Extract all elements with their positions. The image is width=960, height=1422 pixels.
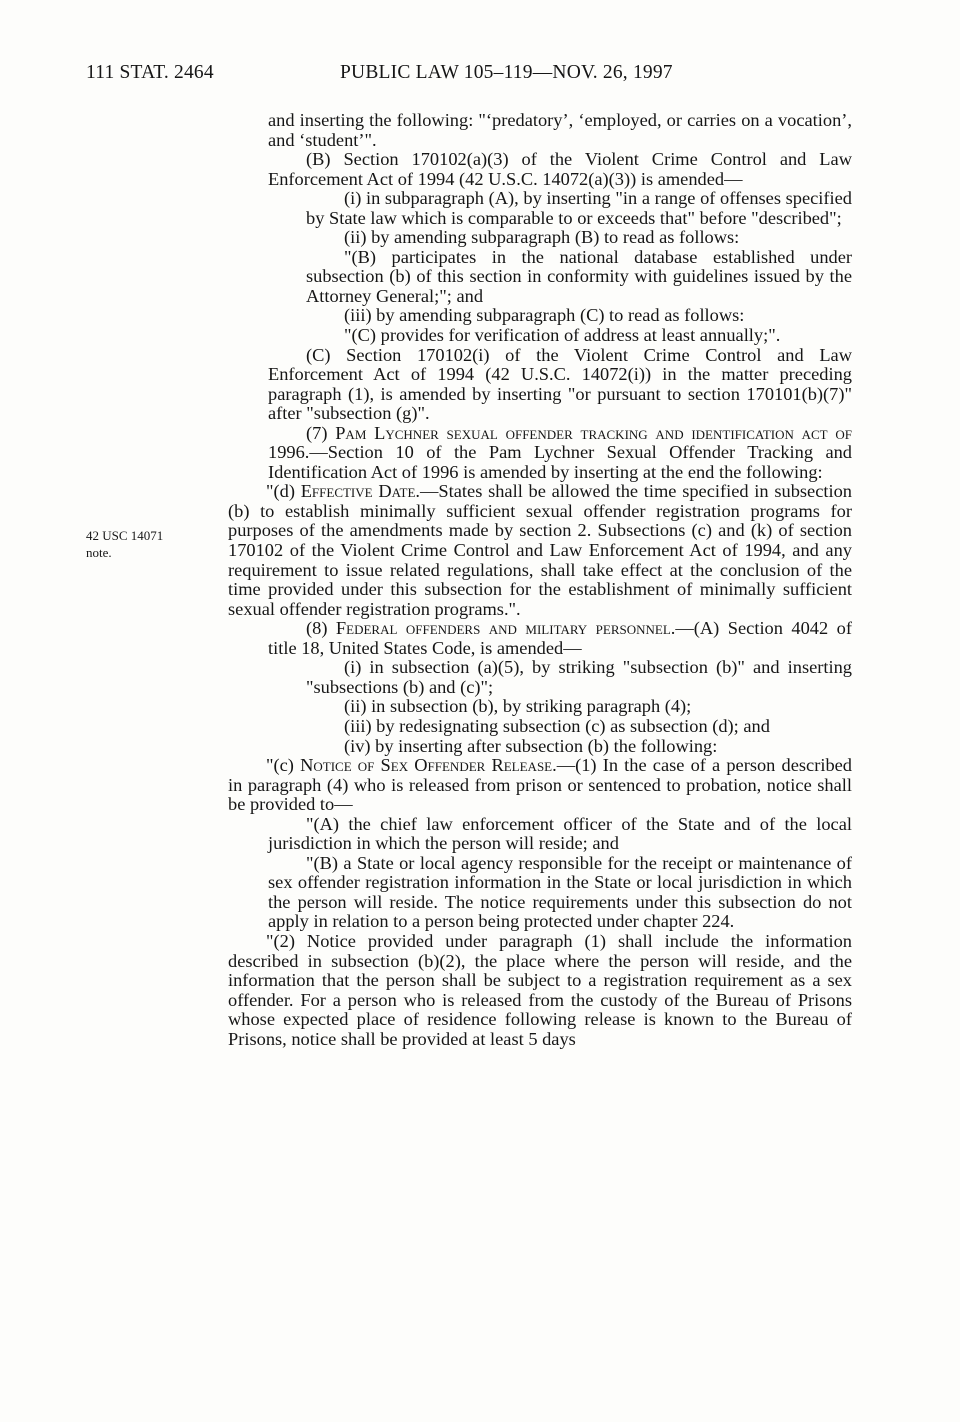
quoted-subsection-d: [228, 482, 852, 619]
subsection-c-text: —(1) In the case of a person described in paragraph (4) who is released from prison or sentenced to probation, notice shall be provided to—: [228, 755, 852, 815]
paragraph-8-heading: Federal offenders and military personnel.: [335, 618, 676, 639]
clause-ii-subsection-b: (ii) in subsection (b), by striking paragraph (4);: [344, 696, 692, 717]
subsection-d-text: —States shall be allowed the time specified in subsection (b) to establish minimally sufficient sexual offender registration programs for purposes of the amendments made by section 2. Subsections (c) and (k) of section 170102 of the Violent Crime Control and Law Enforcement Act of 1994, and any requirement to issue related regulations, shall take effect at the conclusion of the time provided under this subsection for the establishment of minimally sufficient sexual offender registration programs.".: [228, 481, 852, 619]
clause-iii-redesignating: (iii) by redesignating subsection (c) as subsection (d); and: [344, 715, 770, 736]
paragraph-7-heading: Pam Lychner sexual offender tracking and identification act of 1996.: [268, 422, 852, 463]
subsection-c-number: "(c): [266, 755, 301, 776]
law-title: PUBLIC LAW 105–119—NOV. 26, 1997: [340, 62, 673, 83]
clause-iii-subparagraph-c: (iii) by amending subparagraph (C) to read as follows:: [344, 305, 745, 326]
paragraph-7-text: —Section 10 of the Pam Lychner Sexual Offender Tracking and Identification Act of 1996 is amended by inserting at the end the following:: [268, 442, 852, 482]
clause-i-subparagraph-a: (i) in subparagraph (A), by inserting "in a range of offenses specified by State law which is comparable to or exceeds that" before "described";: [306, 188, 852, 228]
subsection-d-number: "(d): [266, 481, 301, 502]
quoted-paragraph-2: "(2) Notice provided under paragraph (1) shall include the information described in subsection (b)(2), the place where the person will reside, and the information that the person shall be subject to a registration requirement as a sex offender. For a person who is released from the custody of the Bureau of Prisons whose expected place of residence following release is known to the Bureau of Prisons, notice shall be provided at least 5 days: [228, 930, 852, 1049]
quoted-subparagraph-c: "(C) provides for verification of address at least annually;".: [344, 325, 781, 346]
stat-page-number: 111 STAT. 2464: [86, 62, 214, 83]
paragraph-continuation: and inserting the following: "‘predatory’, ‘employed, or carries on a vocation’, and ‘student’".: [268, 110, 852, 150]
quoted-subsection-c-notice: [228, 756, 852, 815]
quoted-subparagraph-b: "(B) participates in the national database established under subsection (b) of this section in conformity with guidelines issued by the Attorney General;"; and: [306, 246, 852, 306]
paragraph-8-federal-offenders: [228, 619, 852, 658]
paragraph-8-text: —(A) Section 4042 of title 18, United States Code, is amended—: [268, 618, 852, 658]
paragraph-7-number: (7): [306, 422, 336, 443]
paragraph-b-section: (B) Section 170102(a)(3) of the Violent Crime Control and Law Enforcement Act of 1994 (42 U.S.C. 14072(a)(3)) is amended—: [268, 149, 852, 189]
clause-ii-subparagraph-b: (ii) by amending subparagraph (B) to read as follows:: [344, 227, 740, 248]
margin-note-citation: 42 USC 14071: [86, 528, 164, 543]
subsection-d-heading: Effective Date.: [300, 481, 421, 502]
margin-note: [86, 527, 163, 561]
paragraph-8-number: (8): [306, 618, 336, 639]
quoted-item-a: "(A) the chief law enforcement officer of the State and of the local jurisdiction in which the person will reside; and: [268, 813, 852, 854]
paragraph-c-section: (C) Section 170102(i) of the Violent Crime Control and Law Enforcement Act of 1994 (42 U.S.C. 14072(i)) in the matter preceding paragraph (1), is amended by inserting "or pursuant to section 170101(b)(7)" after "subsection (g)".: [268, 344, 852, 424]
clause-iv-inserting: (iv) by inserting after subsection (b) the following:: [344, 735, 718, 756]
clause-i-subsection-a5: (i) in subsection (a)(5), by striking "subsection (b)" and inserting "subsections (b) and (c)";: [306, 657, 852, 697]
margin-note-label: note.: [86, 545, 112, 560]
body-text: [228, 111, 852, 1049]
quoted-item-b: "(B) a State or local agency responsible for the receipt or maintenance of sex offender registration information in the State or local jurisdiction in which the person will reside. The notice requirements under this subsection do not apply in relation to a person being protected under chapter 224.: [268, 852, 852, 932]
running-head: [86, 62, 856, 88]
subsection-c-heading: Notice of Sex Offender Release.: [300, 755, 557, 776]
paragraph-7-pam-lychner: [228, 424, 852, 483]
